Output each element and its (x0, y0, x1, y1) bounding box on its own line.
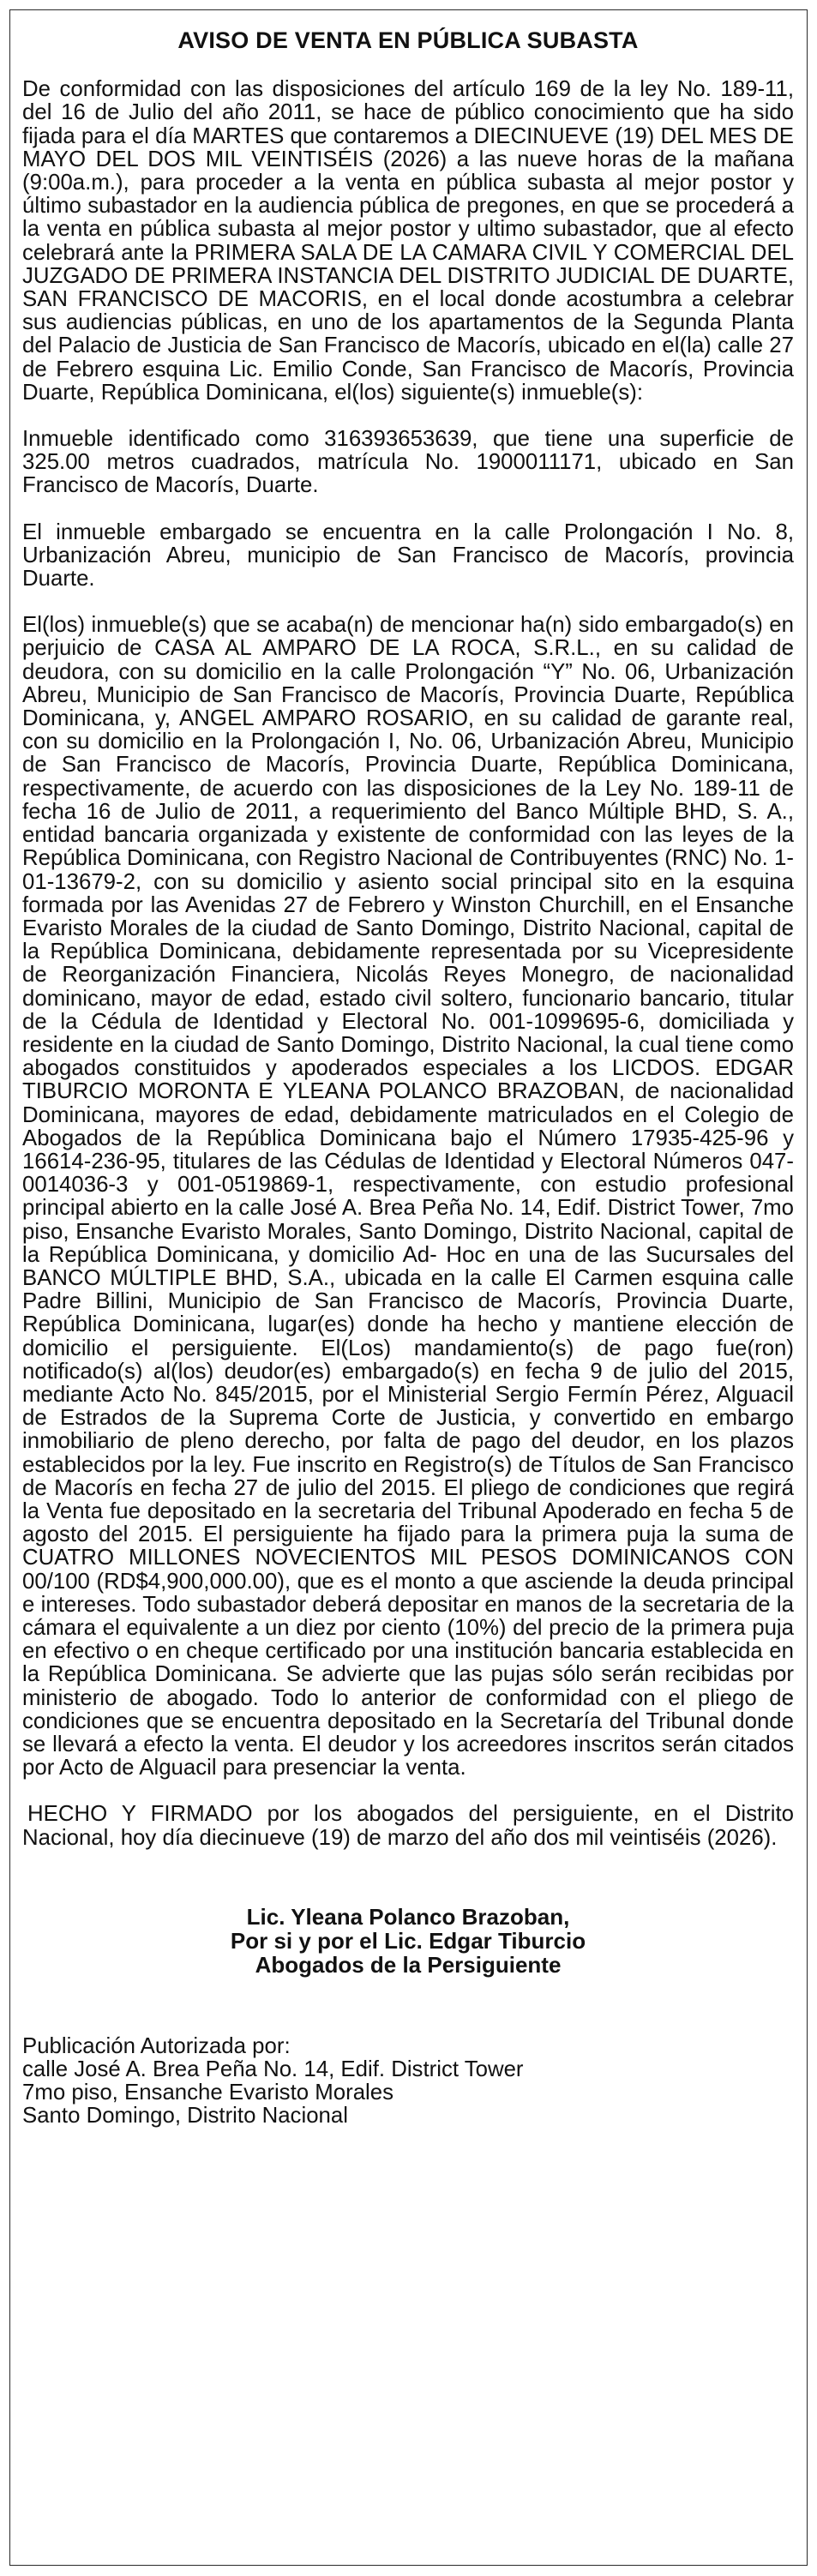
property-identification-paragraph: Inmueble identificado como 316393653639, que tiene una superficie de 325.00 metros cuadrados, matrícula No. 1900011171, ubicado en San Francisco de Macorís, Duarte. (22, 427, 794, 498)
seizure-details-paragraph: El(los) inmueble(s) que se acaba(n) de mencionar ha(n) sido embargado(s) en perjuicio de CASA AL AMPARO DE LA ROCA, S.R.L., en su calidad de deudora, con su domicilio en la calle Prolongación “Y” No. 06, Urbanización Abreu, Municipio de San Francisco de Macorís, Provincia Duarte, República Dominicana, y, ANGEL AMPARO ROSARIO, en su calidad de garante real, con su domicilio en la Prolongación I, No. 06, Urbanización Abreu, Municipio de San Francisco de Macorís, Provincia Duarte, República Dominicana, respectivamente, de acuerdo con las disposiciones de la Ley No. 189-11 de fecha 16 de Julio de 2011, a requerimiento del Banco Múltiple BHD, S. A., entidad bancaria organizada y existente de conformidad con las leyes de la República Dominicana, con Registro Nacional de Contribuyentes (RNC) No. 1-01-13679-2, con su domicilio y asiento social principal sito en la esquina formada por las Avenidas 27 de Febrero y Winston Churchill, en el Ensanche Evaristo Morales de la ciudad de Santo Domingo, Distrito Nacional, capital de la República Dominicana, debidamente representada por su Vicepresidente de Reorganización Financiera, Nicolás Reyes Monegro, de nacionalidad dominicano, mayor de edad, estado civil soltero, funcionario bancario, titular de la Cédula de Identidad y Electoral No. 001-1099695-6, domiciliada y residente en la ciudad de Santo Domingo, Distrito Nacional, la cual tiene como abogados constituidos y apoderados especiales a los LICDOS. EDGAR TIBURCIO MORONTA E YLEANA POLANCO BRAZOBAN, de nacionalidad Dominicana, mayores de edad, debidamente matriculados en el Colegio de Abogados de la República Dominicana bajo el Número 17935-425-96 y 16614-236-95, titulares de las Cédulas de Identidad y Electoral Números 047-0014036-3 y 001-0519869-1, respectivamente, con estudio profesional principal abierto en la calle José A. Brea Peña No. 14, Edif. District Tower, 7mo piso, Ensanche Evaristo Morales, Santo Domingo, Distrito Nacional, capital de la República Dominicana, y domicilio Ad- Hoc en una de las Sucursales del BANCO MÚLTIPLE BHD, S.A., ubicada en la calle El Carmen esquina calle Padre Billini, Municipio de San Francisco de Macorís, Provincia Duarte, República Dominicana, lugar(es) donde ha hecho y mantiene elección de domicilio el persiguiente. El(Los) mandamiento(s) de pago fue(ron) notificado(s) al(los) deudor(es) embargado(s) en fecha 9 de julio del 2015, mediante Acto No. 845/2015, por el Ministerial Sergio Fermín Pérez, Alguacil de Estrados de la Suprema Corte de Justicia, y convertido en embargo inmobiliario de pleno derecho, por falta de pago del deudor, en los plazos establecidos por la ley. Fue inscrito en Registro(s) de Títulos de San Francisco de Macorís en fecha 27 de julio del 2015. El pliego de condiciones que regirá la Venta fue depositado en la secretaria del Tribunal Apoderado en fecha 5 de agosto del 2015. El persiguiente ha fijado para la primera puja la suma de CUATRO MILLONES NOVECIENTOS MIL PESOS DOMINICANOS CON 00/100 (RD$4,900,000.00), que es el monto a que asciende la deuda principal e intereses. Todo subastador deberá depositar en manos de la secretaria de la cámara el equivalente a un diez por ciento (10%) del precio de la primera puja en efectivo o en cheque certificado por una institución bancaria establecida en la República Dominicana. Se advierte que las pujas sólo serán recibidas por ministerio de abogado. Todo lo anterior de conformidad con el pliego de condiciones que se encuentra depositado en la Secretaría del Tribunal donde se llevará a efecto la venta. El deudor y los acreedores inscritos serán citados por Acto de Alguacil para presenciar la venta. (22, 613, 795, 1780)
signature-line: Abogados de la Persiguiente (255, 1951, 562, 1978)
legal-notice (22, 29, 794, 2129)
publication-line: calle José A. Brea Peña No. 14, Edif. District Tower (22, 2057, 524, 2082)
property-location-paragraph: El inmueble embargado se encuentra en la calle Prolongación I No. 8, Urbanización Abreu, municipio de San Francisco de Macorís, provincia Duarte. (22, 519, 794, 591)
signing-statement-paragraph: HECHO Y FIRMADO por los abogados del persiguiente, en el Distrito Nacional, hoy día diecinueve (19) de marzo del año dos mil veintiséis (2026). (22, 1802, 794, 1850)
publication-line: 7mo piso, Ensanche Evaristo Morales (22, 2081, 394, 2105)
signature-line: Lic. Yleana Polanco Brazoban, (246, 1903, 570, 1930)
signature-block (22, 1905, 794, 1977)
publication-block (22, 2035, 794, 2129)
signature-line: Por si y por el Lic. Edgar Tiburcio (230, 1927, 586, 1954)
publication-line: Publicación Autorizada por: (22, 2033, 291, 2058)
notice-title: AVISO DE VENTA EN PÚBLICA SUBASTA (177, 27, 639, 53)
publication-line: Santo Domingo, Distrito Nacional (22, 2104, 348, 2129)
intro-paragraph: De conformidad con las disposiciones del artículo 169 de la ley No. 189-11, del 16 de Julio del año 2011, se hace de público conocimiento que ha sido fijada para el día MARTES que contaremos a DIECINUEVE (19) DEL MES DE MAYO DEL DOS MIL VEINTISÉIS (2026) a las nueve horas de la mañana (9:00a.m.), para proceder a la venta en pública subasta al mejor postor y último subastador en la audiencia pública de pregones, en que se procederá a la venta en pública subasta al mejor postor y ultimo subastador, que al efecto celebrará ante la PRIMERA SALA DE LA CAMARA CIVIL Y COMERCIAL DEL JUZGADO DE PRIMERA INSTANCIA DEL DISTRITO JUDICIAL DE DUARTE, SAN FRANCISCO DE MACORIS, en el local donde acostumbra a celebrar sus audiencias públicas, en uno de los apartamentos de la Segunda Planta del Palacio de Justicia de San Francisco de Macorís, ubicado en el(la) calle 27 de Febrero esquina Lic. Emilio Conde, San Francisco de Macorís, Provincia Duarte, República Dominicana, el(los) siguiente(s) inmueble(s): (22, 77, 794, 405)
